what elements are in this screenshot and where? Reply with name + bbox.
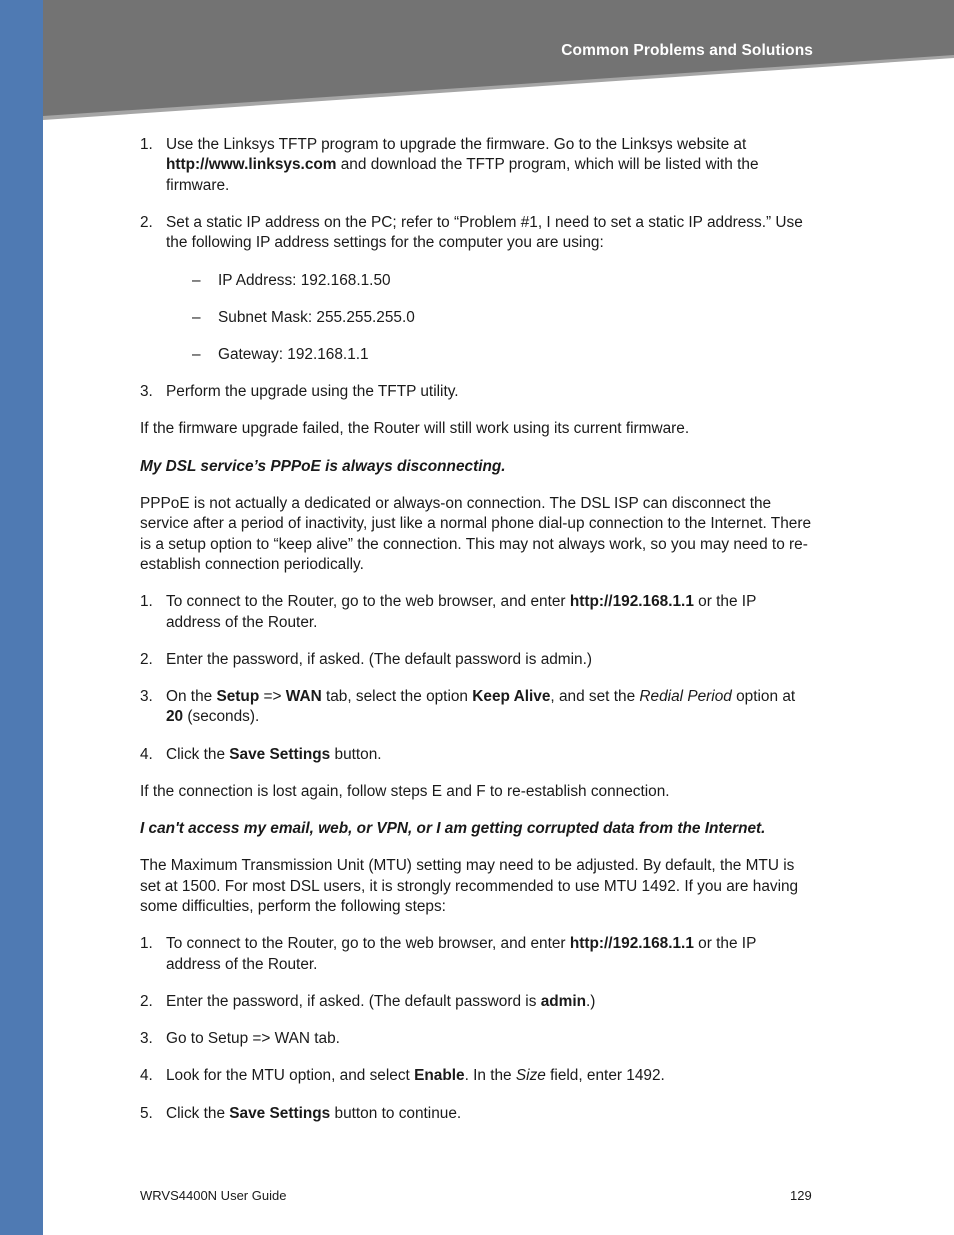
item-text: or the IP address of the Router.: [166, 935, 757, 973]
router-url: http://192.168.1.1: [569, 593, 694, 611]
list-item: [140, 745, 815, 765]
sub-item-subnet-mask: [140, 308, 815, 328]
item-text: Use the Linksys TFTP program to upgrade the firmware. Go to the Linksys website at: [166, 136, 747, 153]
list-item: [140, 382, 815, 402]
bold-term: 20: [166, 708, 184, 726]
list-item: [140, 934, 815, 975]
item-text: or the IP address of the Router.: [166, 593, 757, 631]
paragraph-mtu-intro: The Maximum Transmission Unit (MTU) setting may need to be adjusted. By default, the MTU is set at 1500. For most DSL users, it is strongly recommended to use MTU 1492. If you are having some difficulties, perform the following steps:: [140, 857, 799, 916]
item-text: Click the: [166, 1104, 230, 1122]
list-item: [140, 135, 815, 196]
bold-term: Save Settings: [229, 745, 331, 763]
bold-term: Setup: [216, 688, 260, 706]
dash-bullet: –: [192, 346, 201, 364]
item-text: tab, select the option: [321, 688, 473, 706]
sub-item-text: Subnet Mask: 255.255.255.0: [218, 308, 415, 326]
item-number: 3.: [140, 383, 153, 401]
dash-bullet: –: [192, 308, 201, 326]
item-number: 3.: [140, 1030, 153, 1048]
sub-item-text: Gateway: 192.168.1.1: [218, 346, 369, 364]
router-url: http://192.168.1.1: [569, 935, 694, 953]
item-text: , and set the: [550, 688, 640, 706]
item-text: Enter the password, if asked. (The default password is: [166, 992, 541, 1010]
item-text: field, enter 1492.: [545, 1067, 665, 1085]
header-band: [43, 0, 954, 120]
paragraph-pppoe-intro: PPPoE is not actually a dedicated or always-on connection. The DSL ISP can disconnect the service after a period of inactivity, just like a normal phone dial-up connection to the Internet. There is a setup option to “keep alive” the connection. This may not always work, so you may need to re-establish connection periodically.: [140, 494, 812, 574]
item-text: =>: [259, 688, 286, 706]
item-number: 1.: [140, 593, 153, 611]
item-number: 1.: [140, 935, 153, 953]
linksys-url: http://www.linksys.com: [166, 156, 337, 174]
list-item: [140, 1066, 815, 1086]
list-item: [140, 592, 815, 633]
list-item: [140, 1104, 815, 1124]
sub-item-gateway: [140, 345, 815, 365]
item-text: (seconds).: [183, 708, 260, 726]
section-heading-mtu: I can't access my email, web, or VPN, or I am getting corrupted data from the Internet.: [140, 820, 766, 838]
bold-term: Enable: [414, 1067, 465, 1085]
list-item: [140, 687, 815, 728]
header-title: Common Problems and Solutions: [561, 42, 813, 59]
list-item: [140, 992, 815, 1012]
dash-bullet: –: [192, 271, 201, 289]
item-text: To connect to the Router, go to the web browser, and enter: [166, 593, 570, 611]
footer-page-number: 129: [790, 1188, 812, 1203]
item-number: 2.: [140, 992, 153, 1010]
paragraph-pppoe-outro: If the connection is lost again, follow steps E and F to re-establish connection.: [140, 782, 670, 800]
item-text: Enter the password, if asked. (The default password is admin.): [166, 650, 593, 668]
page-content: [140, 135, 815, 1141]
header-band-shape: [43, 0, 954, 120]
sidebar-accent-bar: [0, 0, 43, 1235]
list-item: [140, 213, 815, 254]
item-text: Perform the upgrade using the TFTP utility.: [166, 383, 459, 401]
item-text: . In the: [464, 1067, 516, 1085]
item-text: On the: [166, 688, 217, 706]
item-text: option at: [731, 688, 796, 706]
item-text: Click the: [166, 745, 230, 763]
item-text: To connect to the Router, go to the web browser, and enter: [166, 935, 570, 953]
item-number: 4.: [140, 745, 153, 763]
item-number: 2.: [140, 214, 153, 232]
sub-item-text: IP Address: 192.168.1.50: [218, 271, 391, 289]
item-text: Set a static IP address on the PC; refer to “Problem #1, I need to set a static IP address.” Use the following IP address settings for the computer you are using:: [166, 214, 803, 252]
bold-term: admin: [540, 992, 587, 1010]
list-item: [140, 650, 815, 670]
italic-term: Redial Period: [639, 688, 732, 706]
sub-item-ip-address: [140, 271, 815, 291]
item-text: button.: [330, 745, 382, 763]
item-number: 1.: [140, 136, 153, 153]
header-fill: [43, 0, 954, 116]
italic-term: Size: [515, 1067, 546, 1085]
list-item: [140, 1029, 815, 1049]
item-text: button to continue.: [330, 1104, 462, 1122]
item-text: .): [586, 992, 596, 1010]
footer-guide-title: WRVS4400N User Guide: [140, 1188, 287, 1203]
bold-term: Keep Alive: [472, 688, 551, 706]
item-text: Look for the MTU option, and select: [166, 1067, 415, 1085]
paragraph-firmware-fail: If the firmware upgrade failed, the Router will still work using its current firmware.: [140, 420, 690, 438]
item-number: 3.: [140, 688, 153, 706]
bold-term: WAN: [285, 688, 322, 706]
item-number: 4.: [140, 1067, 153, 1085]
item-number: 2.: [140, 650, 153, 668]
item-text: and download the TFTP program, which will be listed with the firmware.: [166, 156, 759, 194]
item-text: Go to Setup => WAN tab.: [166, 1030, 340, 1048]
section-heading-pppoe: My DSL service’s PPPoE is always disconnecting.: [140, 457, 506, 475]
bold-term: Save Settings: [229, 1104, 331, 1122]
item-number: 5.: [140, 1104, 153, 1122]
